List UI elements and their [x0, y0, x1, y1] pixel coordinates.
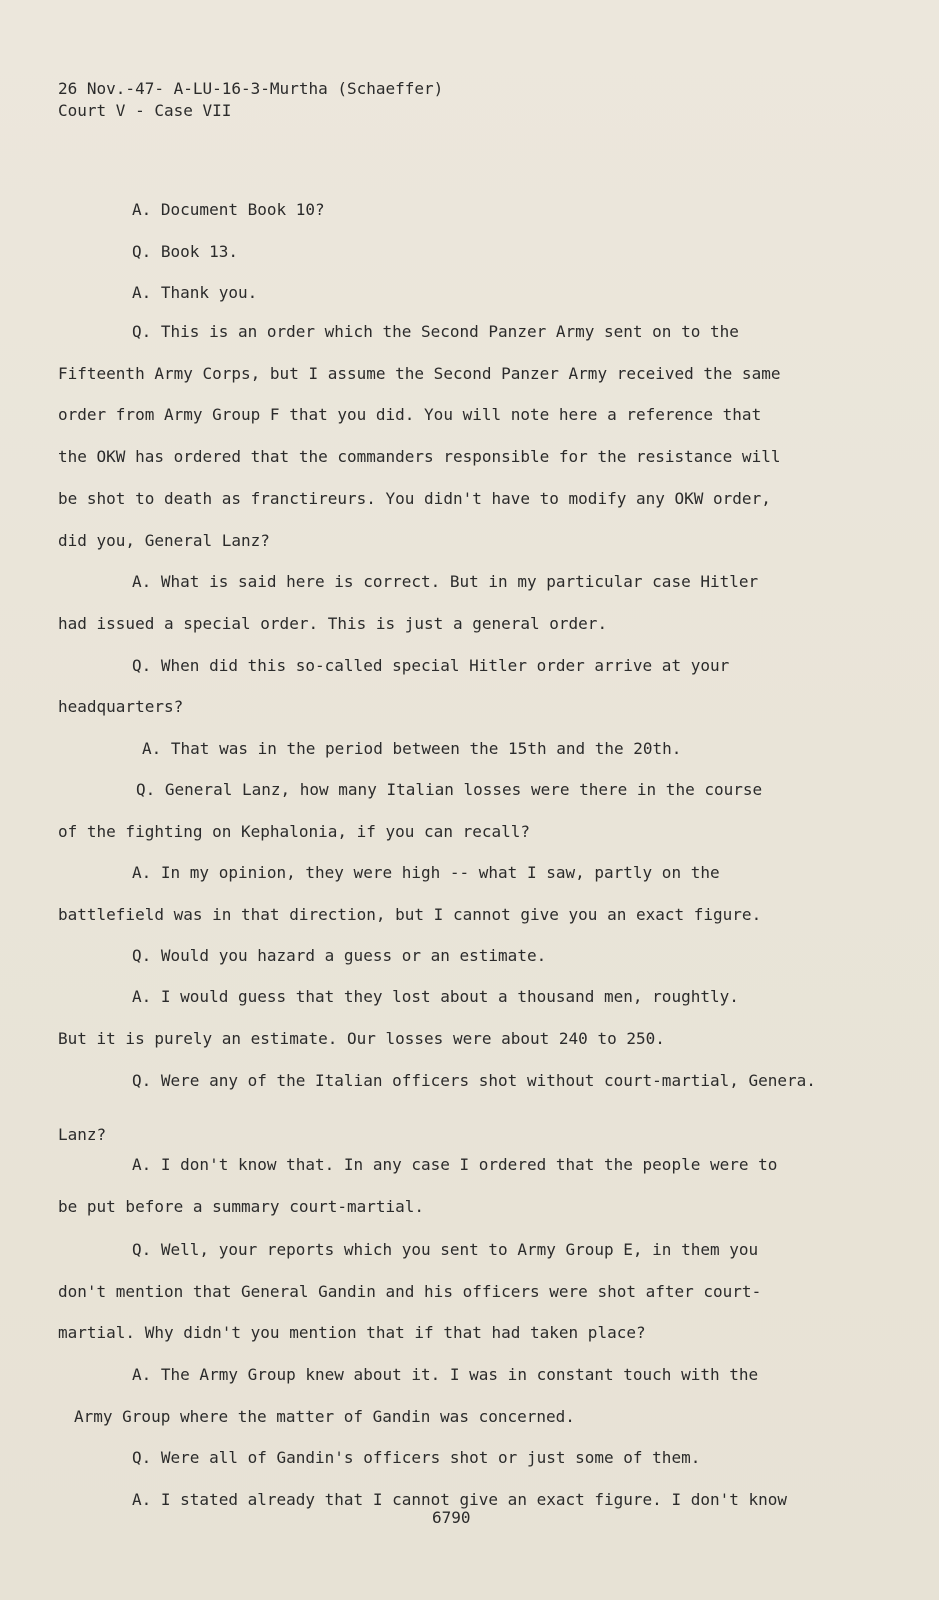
text-line: Q. General Lanz, how many Italian losses were there in the course: [136, 780, 763, 799]
text-line: Fifteenth Army Corps, but I assume the Second Panzer Army received the same: [58, 364, 781, 383]
text-line: Q. Book 13.: [132, 242, 238, 261]
text-line: martial. Why didn't you mention that if that had taken place?: [58, 1323, 646, 1342]
text-line: A. I don't know that. In any case I ordered that the people were to: [132, 1155, 778, 1174]
text-line: the OKW has ordered that the commanders responsible for the resistance will: [58, 447, 781, 466]
text-line: Q. Were any of the Italian officers shot without court-martial, Genera.: [132, 1071, 816, 1090]
document-header: [58, 78, 443, 122]
text-line: did you, General Lanz?: [58, 531, 270, 550]
text-line: A. Document Book 10?: [132, 200, 325, 219]
text-line: A. I would guess that they lost about a thousand men, roughtly.: [132, 987, 739, 1006]
text-line: A. That was in the period between the 15th and the 20th.: [142, 739, 682, 758]
text-line: Q. This is an order which the Second Panzer Army sent on to the: [132, 322, 739, 341]
text-line: order from Army Group F that you did. You will note here a reference that: [58, 405, 762, 424]
text-line: But it is purely an estimate. Our losses were about 240 to 250.: [58, 1029, 665, 1048]
text-line: had issued a special order. This is just a general order.: [58, 614, 608, 633]
text-line: Q. Would you hazard a guess or an estimate.: [132, 946, 547, 965]
text-line: Lanz?: [58, 1125, 107, 1144]
text-line: be shot to death as franctireurs. You didn't have to modify any OKW order,: [58, 489, 771, 508]
text-line: of the fighting on Kephalonia, if you can recall?: [58, 822, 531, 841]
page-number: 6790: [432, 1508, 471, 1527]
text-line: A. The Army Group knew about it. I was in constant touch with the: [132, 1365, 759, 1384]
text-line: don't mention that General Gandin and his officers were shot after court-: [58, 1282, 762, 1301]
header-line-2: Court V - Case VII: [58, 101, 232, 120]
text-line: Q. Were all of Gandin's officers shot or just some of them.: [132, 1448, 701, 1467]
text-line: Q. Well, your reports which you sent to Army Group E, in them you: [132, 1240, 759, 1259]
text-line: Army Group where the matter of Gandin was concerned.: [74, 1407, 575, 1426]
header-line-1: 26 Nov.-47- A-LU-16-3-Murtha (Schaeffer): [58, 79, 444, 98]
text-line: battlefield was in that direction, but I cannot give you an exact figure.: [58, 905, 762, 924]
text-line: Q. When did this so-called special Hitler order arrive at your: [132, 656, 730, 675]
text-line: A. In my opinion, they were high -- what I saw, partly on the: [132, 863, 720, 882]
text-line: be put before a summary court-martial.: [58, 1197, 425, 1216]
text-line: A. Thank you.: [132, 283, 258, 302]
text-line: A. I stated already that I cannot give an exact figure. I don't know: [132, 1490, 788, 1509]
text-line: headquarters?: [58, 697, 184, 716]
text-line: A. What is said here is correct. But in my particular case Hitler: [132, 572, 759, 591]
